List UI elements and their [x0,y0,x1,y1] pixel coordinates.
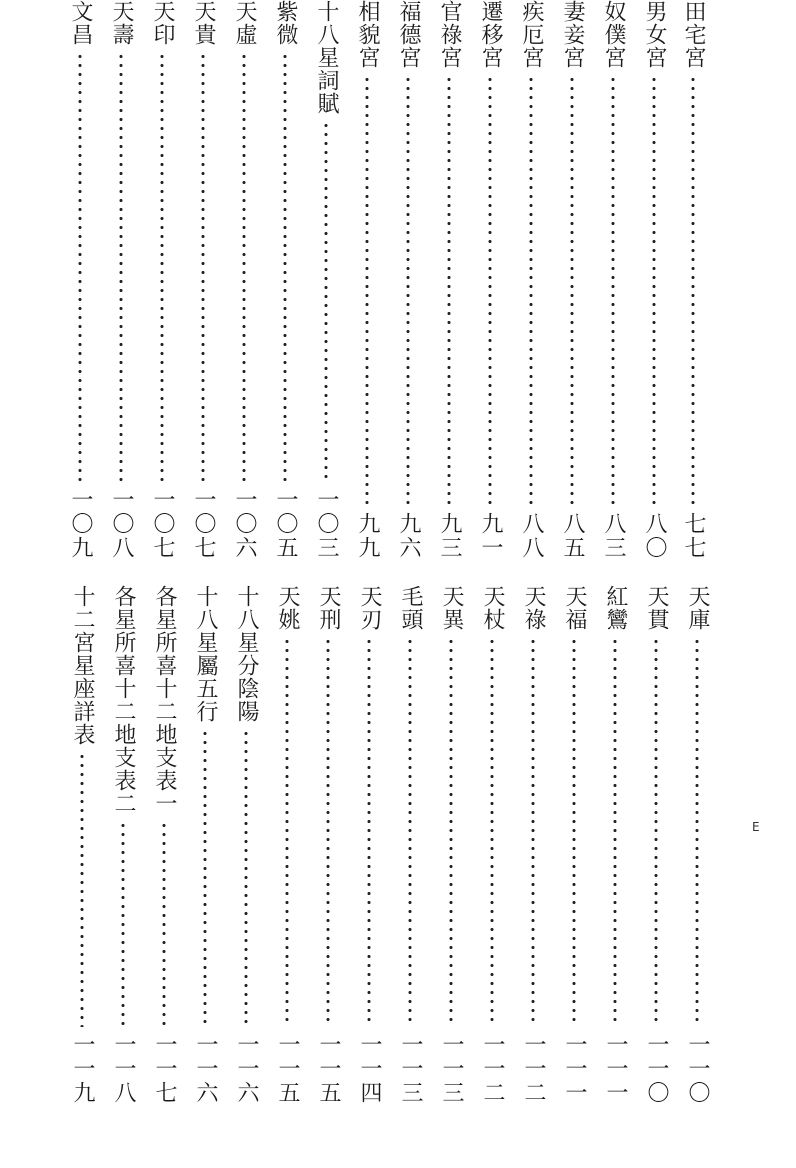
entry-title: 官祿宮 [437,0,462,69]
toc-entry [352,585,386,1105]
dot-leader [529,75,533,506]
toc-entry [104,0,138,560]
dot-leader [244,729,248,1027]
dot-leader [119,52,123,482]
entry-page-number: 一〇九 [68,488,93,560]
entry-title: 天虛 [232,0,257,46]
entry-title: 文昌 [68,0,93,46]
entry-page-number: 七七 [681,512,706,560]
dot-leader [449,637,453,1027]
entry-title: 十二宮星座詳表 [70,585,95,746]
entry-page-number: 一一六 [193,1033,218,1105]
entry-title: 紫微 [273,0,298,46]
toc-entry [596,0,630,560]
toc-entry [514,0,548,560]
dot-leader [654,637,658,1027]
entry-title: 天刑 [316,585,341,631]
entry-page-number: 一一二 [521,1033,546,1105]
dot-leader [406,75,410,506]
toc-entry [516,585,550,1105]
entry-title: 天福 [562,585,587,631]
toc-entry [637,0,671,560]
entry-title: 田宅宮 [681,0,706,69]
entry-page-number: 一一六 [234,1033,259,1105]
entry-title: 天庫 [685,585,710,631]
entry-page-number: 一一〇 [685,1033,710,1105]
toc-entry [393,585,427,1105]
dot-leader [365,75,369,506]
entry-page-number: 一一三 [398,1033,423,1105]
entry-page-number: 一〇六 [232,488,257,560]
entry-title: 天異 [439,585,464,631]
entry-title: 十八星詞賦 [314,0,339,115]
toc-entry [65,585,99,1105]
dot-leader [572,637,576,1027]
entry-title: 男女宮 [642,0,667,69]
entry-page-number: 一一四 [357,1033,382,1105]
toc-upper-block [0,0,796,560]
entry-title: 紅鸞 [603,585,628,631]
margin-mark: E [752,820,760,834]
toc-entry [227,0,261,560]
entry-title: 疾厄宮 [519,0,544,69]
entry-page-number: 一一五 [275,1033,300,1105]
entry-title: 毛頭 [398,585,423,631]
dot-leader [203,729,207,1027]
entry-page-number: 八三 [601,512,626,560]
dot-leader [408,637,412,1027]
dot-leader [490,637,494,1027]
toc-entry [270,585,304,1105]
dot-leader [611,75,615,506]
toc-entry [145,0,179,560]
entry-page-number: 一一八 [111,1033,136,1105]
entry-page-number: 一〇五 [273,488,298,560]
toc-entry [680,585,714,1105]
entry-title: 天印 [150,0,175,46]
dot-leader [80,752,84,1027]
entry-title: 天杖 [480,585,505,631]
entry-page-number: 一〇三 [314,488,339,560]
dot-leader [121,821,125,1027]
entry-page-number: 九一 [478,512,503,560]
dot-leader [695,637,699,1027]
entry-page-number: 九九 [355,512,380,560]
entry-title: 天刃 [357,585,382,631]
dot-leader [691,75,695,506]
entry-title: 妻妾宮 [560,0,585,69]
entry-page-number: 一一一 [562,1033,587,1105]
entry-page-number: 一一二 [480,1033,505,1105]
entry-page-number: 一一三 [439,1033,464,1105]
dot-leader [488,75,492,506]
entry-title: 天祿 [521,585,546,631]
entry-title: 天壽 [109,0,134,46]
entry-page-number: 一〇七 [150,488,175,560]
toc-entry [309,0,343,560]
toc-entry [473,0,507,560]
entry-page-number: 一一〇 [644,1033,669,1105]
dot-leader [78,52,82,482]
dot-leader [531,637,535,1027]
dot-leader [242,52,246,482]
dot-leader [324,121,328,482]
toc-entry [268,0,302,560]
entry-title: 相貌宮 [355,0,380,69]
dot-leader [160,52,164,482]
entry-page-number: 一〇八 [109,488,134,560]
dot-leader [326,637,330,1027]
entry-title: 十八星屬五行 [193,585,218,723]
toc-entry [555,0,589,560]
toc-entry [311,585,345,1105]
entry-title: 天姚 [275,585,300,631]
dot-leader [201,52,205,482]
dot-leader [652,75,656,506]
toc-entry [229,585,263,1105]
toc-entry [188,585,222,1105]
dot-leader [570,75,574,506]
toc-entry [147,585,181,1105]
toc-entry [432,0,466,560]
entry-page-number: 一〇七 [191,488,216,560]
dot-leader [367,637,371,1027]
entry-title: 天貫 [644,585,669,631]
entry-page-number: 八〇 [642,512,667,560]
entry-title: 天貴 [191,0,216,46]
entry-page-number: 九六 [396,512,421,560]
entry-page-number: 一一七 [152,1033,177,1105]
dot-leader [447,75,451,506]
entry-page-number: 八五 [560,512,585,560]
toc-entry [350,0,384,560]
toc-entry [598,585,632,1105]
dot-leader [285,637,289,1027]
entry-page-number: 九三 [437,512,462,560]
toc-entry [186,0,220,560]
toc-entry [106,585,140,1105]
entry-title: 福德宮 [396,0,421,69]
toc-entry [63,0,97,560]
entry-title: 十八星分陰陽 [234,585,259,723]
dot-leader [162,821,166,1027]
toc-entry [475,585,509,1105]
entry-page-number: 一一一 [603,1033,628,1105]
entry-page-number: 一一九 [70,1033,95,1105]
entry-title: 遷移宮 [478,0,503,69]
dot-leader [283,52,287,482]
toc-entry [434,585,468,1105]
toc-entry [639,585,673,1105]
toc-entry [391,0,425,560]
entry-page-number: 一一五 [316,1033,341,1105]
toc-lower-block [0,585,796,1105]
toc-entry [557,585,591,1105]
toc-entry [676,0,710,560]
entry-title: 各星所喜十二地支表二 [111,585,136,815]
entry-title: 奴僕宮 [601,0,626,69]
dot-leader [613,637,617,1027]
entry-title: 各星所喜十二地支表一 [152,585,177,815]
entry-page-number: 八八 [519,512,544,560]
